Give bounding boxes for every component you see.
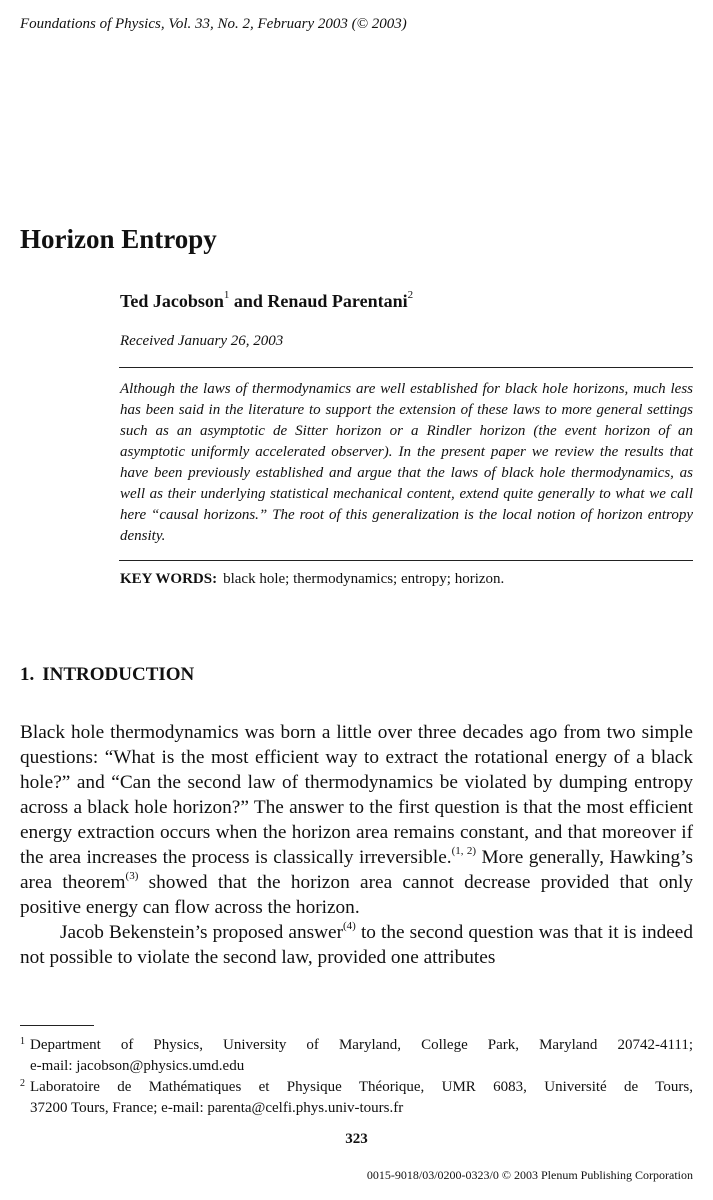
received-date: Received January 26, 2003 bbox=[120, 333, 284, 349]
citation-ref: (3) bbox=[125, 869, 139, 882]
citation-ref: (4) bbox=[343, 919, 356, 932]
copyright-line: 0015-9018/03/0200-0323/0 © 2003 Plenum Publishing Corporation bbox=[366, 1168, 693, 1182]
author-name: Renaud Parentani bbox=[267, 291, 408, 311]
keywords-list: black hole; thermodynamics; entropy; horizon. bbox=[223, 571, 505, 587]
section-number: 1. bbox=[20, 664, 35, 685]
text-run: showed that the horizon area cannot decrease provided that only positive energy can flow across the horizon. bbox=[20, 872, 693, 918]
author-name: Ted Jacobson bbox=[120, 291, 224, 311]
footnote-rule bbox=[20, 1025, 94, 1026]
section-heading bbox=[20, 664, 194, 686]
text-run: to the second question was that it is indeed not possible to violate the second law, provided one attributes bbox=[20, 922, 693, 968]
footnote-email: e-mail: jacobson@physics.umd.edu bbox=[30, 1058, 245, 1074]
footnotes bbox=[20, 1035, 693, 1119]
keywords bbox=[120, 571, 504, 588]
text-run: More generally, Hawking’s area theorem bbox=[20, 847, 693, 893]
paragraph bbox=[20, 920, 693, 970]
footnote-email: 37200 Tours, France; e-mail: parenta@celfi.phys.univ-tours.fr bbox=[30, 1100, 404, 1116]
footnote-marker: 1 bbox=[223, 289, 230, 301]
footnote bbox=[20, 1077, 693, 1119]
section-title: INTRODUCTION bbox=[42, 664, 195, 685]
journal-citation: Foundations of Physics, Vol. 33, No. 2, February 2003 (© 2003) bbox=[20, 16, 407, 32]
keywords-label: KEY WORDS: bbox=[120, 571, 218, 587]
abstract: Although the laws of thermodynamics are well established for black hole horizons, much less has been said in the literature to support the extension of these laws to more general settings such as an asymptotic de Sitter horizon or a Rindler horizon (the event horizon of an asymptotic uniformly accelerated observer). In the present paper we review the results that have been previously established and argue that the laws of black hole thermodynamics, as well as their underlying statistical mechanical content, extend quite generally to what we call here “causal horizons.” The root of this generalization is the local notion of horizon entropy density. bbox=[120, 381, 693, 544]
footnote-mark: 1 bbox=[20, 1036, 25, 1047]
citation-ref: (1, 2) bbox=[451, 844, 477, 857]
page-number: 323 bbox=[345, 1131, 368, 1147]
text-run: Jacob Bekenstein’s proposed answer bbox=[60, 922, 344, 943]
author-line bbox=[120, 291, 413, 312]
paragraph bbox=[20, 720, 693, 920]
paper-title: Horizon Entropy bbox=[20, 224, 217, 254]
footnote-marker: 2 bbox=[407, 289, 414, 301]
footnote-text: Department of Physics, University of Maryland, College Park, Maryland 20742-4111; bbox=[30, 1037, 693, 1053]
author-joiner: and bbox=[233, 291, 263, 311]
footnote bbox=[20, 1035, 693, 1077]
footnote-text: Laboratoire de Mathématiques et Physique Théorique, UMR 6083, Université de Tours, bbox=[30, 1079, 693, 1095]
body-text bbox=[20, 720, 693, 970]
text-run: Black hole thermodynamics was born a little over three decades ago from two simple questions: “What is the most efficient way to extract the rotational energy of a black hole?” and “Can the second law of thermodynamics be violated by dumping entropy across a black hole horizon?” The answer to the first question is that the most efficient energy extraction occurs when the horizon area remains constant, and that moreover if the area increases the process is classically irreversible. bbox=[20, 722, 693, 868]
abstract-bottom-rule bbox=[119, 560, 693, 561]
footnote-mark: 2 bbox=[20, 1078, 25, 1089]
abstract-top-rule bbox=[119, 367, 693, 368]
